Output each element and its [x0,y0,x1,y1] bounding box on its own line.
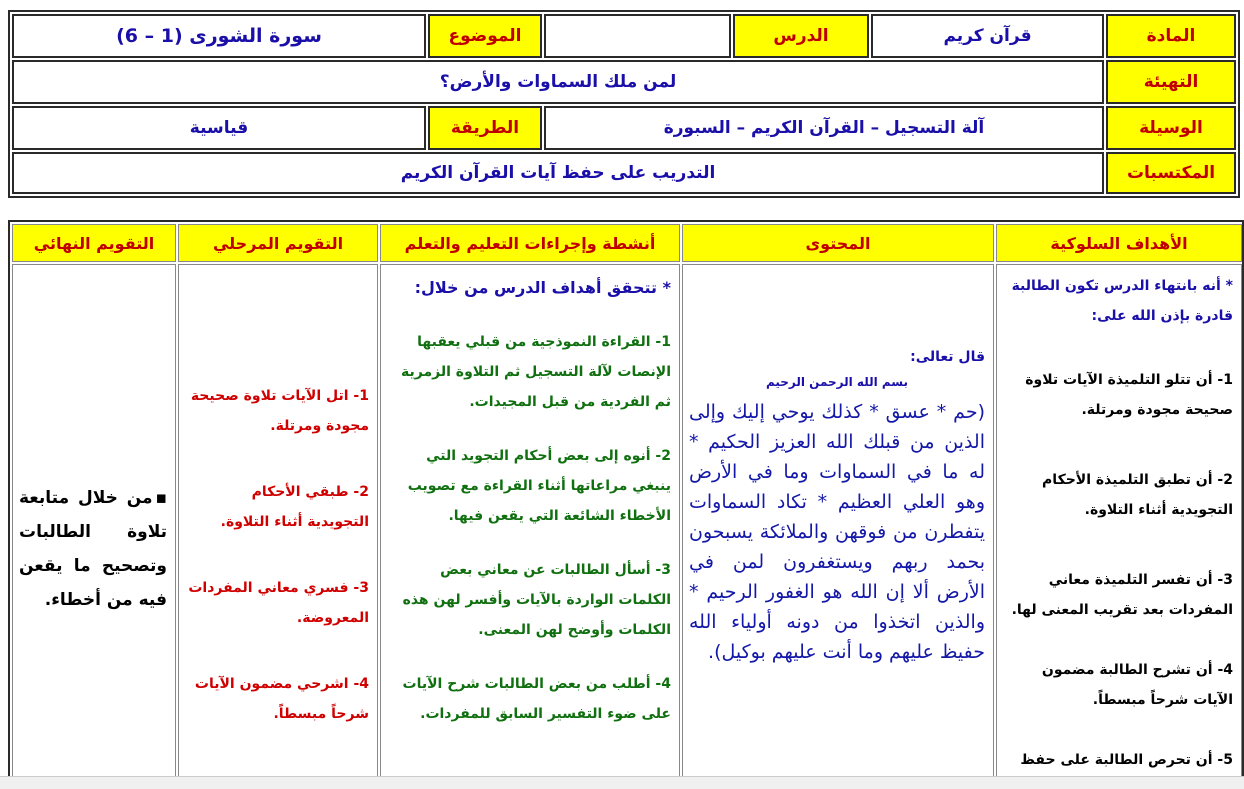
intro-label: التهيئة [1106,60,1236,104]
content-basmala: بسم الله الرحمن الرحيم [765,375,909,389]
gains-value: التدريب على حفظ آيات القرآن الكريم [12,152,1104,194]
objectives-column [996,264,1242,788]
activities-column [380,264,680,788]
objective-item: 5- أن تحرص الطالبة على حفظ [1020,752,1233,768]
topic-label: الموضوع [428,14,542,58]
objective-item: 4- أن تشرح الطالبة مضمون الآيات شرحاً مبسطاً. [1041,662,1233,708]
objective-item: 3- أن تفسر التلميذة معاني المفردات بعد تقريب المعنى لها. [1011,572,1233,618]
activity-item: 3- أسأل الطالبات عن معاني بعض الكلمات الواردة بالآيات وأفسر لهن هذه الكلمات وأوضح لهن المعنى. [402,562,671,638]
subject-value: قرآن كريم [871,14,1104,58]
content-column [682,264,994,788]
method-label: الطريقة [428,106,542,150]
method-value: قياسية [12,106,426,150]
content-said: قال تعالى: [910,349,985,365]
header-objectives: الأهداف السلوكية [996,224,1242,262]
objective-item: 1- أن تتلو التلميذة الآيات تلاوة صحيحة مجودة ومرتلة. [1025,372,1233,418]
activities-intro: * تتحقق أهداف الدرس من خلال: [414,278,671,297]
means-label: الوسيلة [1106,106,1236,150]
lesson-plan-table [8,220,1244,788]
means-value: آلة التسجيل – القرآن الكريم – السبورة [544,106,1104,150]
content-verses: (حم * عسق * كذلك يوحي إليك وإلى الذين من قبلك الله العزيز الحكيم * له ما في السماوات وما في الأرض وهو العلي العظيم * تكاد السماوات يتفطرن من فوقهن والملائكة يسبحون بحمد ربهم ويستغفرون لمن في الأرض ألا إن الله هو الغفور الرحيم * والذين اتخذوا من دونه أولياء الله حفيظ عليهم وما أنت عليهم بوكيل). [689,401,985,663]
final-eval-column [12,264,176,788]
intro-value: لمن ملك السماوات والأرض؟ [12,60,1104,104]
stage-eval-item: 4- اشرحي مضمون الآيات شرحاً مبسطاً. [194,676,369,722]
gains-label: المكتسبات [1106,152,1236,194]
activity-item: 1- القراءة النموذجية من قبلي يعقبها الإنصات لآلة التسجيل ثم التلاوة الزمرية ثم الفردية من قبل المجيدات. [401,334,671,410]
subject-label: المادة [1106,14,1236,58]
activity-item: 2- أنوه إلى بعض أحكام التجويد التي ينبغي مراعاتها أثناء القراءة مع تصويب الأخطاء الشائعة التي يقعن فيها. [407,448,671,524]
lesson-label: الدرس [733,14,869,58]
objectives-intro: * أنه بانتهاء الدرس تكون الطالبة قادرة بإذن الله على: [1011,278,1233,324]
topic-value: سورة الشورى (1 – 6) [12,14,426,58]
stage-eval-item: 3- فسري معاني المفردات المعروضة. [188,580,369,626]
header-final-eval: التقويم النهائي [12,224,176,262]
final-eval-text: ▪من خلال متابعة تلاوة الطالبات وتصحيح ما يقعن فيه من أخطاء. [19,488,167,610]
activity-item: 4- أطلب من بعض الطالبات شرح الآيات على ضوء التفسير السابق للمفردات. [402,676,671,722]
stage-eval-item: 1- اتل الآيات تلاوة صحيحة مجودة ومرتلة. [190,388,369,434]
lesson-value [544,14,731,58]
header-content: المحتوى [682,224,994,262]
stage-eval-column [178,264,378,788]
status-bar [0,776,1244,789]
header-activities: أنشطة وإجراءات التعليم والتعلم [380,224,680,262]
header-stage-eval: التقويم المرحلي [178,224,378,262]
objective-item: 2- أن تطبق التلميذة الأحكام التجويدية أثناء التلاوة. [1042,472,1233,518]
stage-eval-item: 2- طبقي الأحكام التجويدية أثناء التلاوة. [220,484,369,530]
